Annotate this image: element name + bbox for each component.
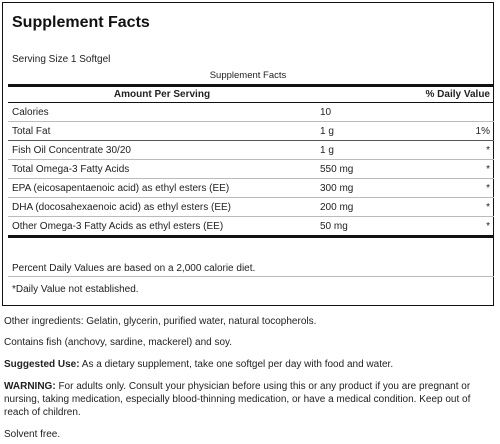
row-amount: 10 — [316, 103, 384, 122]
warning-text: For adults only. Consult your physician before using this or any product if you are pregnant or nursing, taking medication, especially blood-thinning medication, or have a medical condition. Keep out of reach of children. — [4, 381, 471, 418]
table-header-row — [8, 86, 494, 103]
other-ingredients: Other ingredients: Gelatin, glycerin, purified water, natural tocopherols. — [4, 316, 317, 327]
serving-size: Serving Size 1 Softgel — [12, 54, 111, 65]
table-row-epa — [8, 179, 494, 198]
row-name: DHA (docosahexaenoic acid) as ethyl esters (EE) — [8, 198, 316, 217]
row-dv: * — [384, 217, 494, 237]
facts-table — [8, 84, 494, 238]
row-dv: * — [384, 141, 494, 160]
supplement-facts-panel — [2, 2, 494, 306]
table-row-calories — [8, 103, 494, 122]
note-divider — [8, 276, 494, 277]
table-row-omega3 — [8, 160, 494, 179]
panel-title: Supplement Facts — [12, 14, 150, 31]
row-name: Other Omega-3 Fatty Acids as ethyl esters (EE) — [8, 217, 316, 237]
dv-not-established-note: *Daily Value not established. — [12, 284, 139, 295]
table-row-other-omega3 — [8, 217, 494, 237]
row-dv: * — [384, 198, 494, 217]
row-dv: 1% — [384, 122, 494, 141]
row-dv — [384, 103, 494, 122]
warning — [4, 380, 492, 419]
suggested-use-text: As a dietary supplement, take one softgel per day with food and water. — [79, 359, 394, 370]
row-amount: 300 mg — [316, 179, 384, 198]
header-spacer — [316, 86, 384, 103]
solvent-statement: Solvent free. — [4, 429, 61, 440]
row-name: Fish Oil Concentrate 30/20 — [8, 141, 316, 160]
table-row-total-fat — [8, 122, 494, 141]
warning-label: WARNING: — [4, 381, 56, 392]
row-amount: 50 mg — [316, 217, 384, 237]
row-amount: 550 mg — [316, 160, 384, 179]
table-row-dha — [8, 198, 494, 217]
row-name: EPA (eicosapentaenoic acid) as ethyl esters (EE) — [8, 179, 316, 198]
percent-dv-note: Percent Daily Values are based on a 2,000 calorie diet. — [12, 263, 256, 274]
suggested-use-label: Suggested Use: — [4, 359, 80, 370]
row-dv: * — [384, 160, 494, 179]
row-name: Total Fat — [8, 122, 316, 141]
suggested-use — [4, 358, 492, 371]
row-amount: 1 g — [316, 122, 384, 141]
row-dv: * — [384, 179, 494, 198]
row-name: Calories — [8, 103, 316, 122]
header-amount-per-serving: Amount Per Serving — [8, 86, 316, 103]
row-amount: 200 mg — [316, 198, 384, 217]
row-name: Total Omega-3 Fatty Acids — [8, 160, 316, 179]
table-caption: Supplement Facts — [209, 70, 287, 81]
header-daily-value: % Daily Value — [384, 86, 494, 103]
table-row-fish-oil — [8, 141, 494, 160]
allergen-statement: Contains fish (anchovy, sardine, mackerel) and soy. — [4, 337, 233, 348]
row-amount: 1 g — [316, 141, 384, 160]
